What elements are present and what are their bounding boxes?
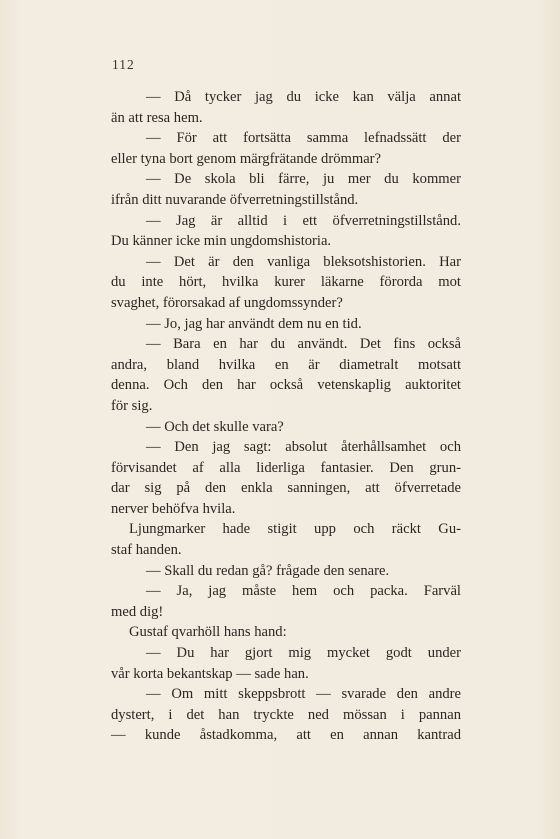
text-line: — Jag är alltid i ett öfverretningstillstånd. [146, 212, 461, 229]
text-line: staf handen. [111, 542, 182, 559]
text-line: med dig! [111, 603, 164, 620]
text-line: du inte hört, hvilka kurer läkarne förorda mot [111, 274, 461, 291]
text-line: — De skola bli färre, ju mer du kommer [146, 171, 461, 188]
text-line: vår korta bekantskap — sade han. [111, 665, 309, 682]
text-line: eller tyna bort genom märgfrätande drömmar? [111, 150, 382, 167]
text-line: — kunde åstadkomma, att en annan kantrad [111, 727, 461, 744]
text-line: — Och det skulle vara? [146, 418, 284, 435]
text-line: dar sig på den enkla sanningen, att öfverretade [111, 480, 461, 497]
text-line: andra, bland hvilka en är diametralt motsatt [111, 356, 461, 373]
text-line: — För att fortsätta samma lefnadssätt der [146, 130, 461, 147]
text-line: — Om mitt skeppsbrott — svarade den andre [146, 686, 461, 703]
page-text [111, 87, 461, 746]
text-line: ifrån ditt nuvarande öfverretningstillstånd. [111, 191, 359, 208]
text-line: denna. Och den har också vetenskaplig auktoritet [111, 377, 461, 394]
text-line: förvisandet af alla liderliga fantasier. Den grun- [111, 459, 461, 476]
text-line: Ljungmarker hade stigit upp och räckt Gu- [129, 521, 461, 538]
page-number: 112 [112, 57, 135, 72]
text-line: svaghet, förorsakad af ungdomssynder? [111, 294, 343, 311]
text-line: — Då tycker jag du icke kan välja annat [146, 89, 461, 105]
text-line: för sig. [111, 397, 153, 414]
text-line: nerver behöfva hvila. [111, 500, 236, 517]
text-line: — Skall du redan gå? frågade den senare. [146, 562, 390, 579]
text-line: — Det är den vanliga bleksotshistorien. Har [146, 253, 461, 270]
text-line: — Ja, jag måste hem och packa. Farväl [146, 583, 461, 600]
text-line: — Jo, jag har användt dem nu en tid. [146, 315, 362, 332]
text-line: Gustaf qvarhöll hans hand: [129, 624, 287, 641]
text-line: — Du har gjort mig mycket godt under [146, 645, 461, 662]
text-line: Du känner icke min ungdomshistoria. [111, 233, 332, 250]
text-line: — Bara en har du användt. Det fins också [146, 336, 461, 353]
text-line: än att resa hem. [111, 109, 203, 126]
text-line: dystert, i det han tryckte ned mössan i pannan [111, 706, 461, 723]
text-line: — Den jag sagt: absolut återhållsamhet och [146, 439, 461, 456]
